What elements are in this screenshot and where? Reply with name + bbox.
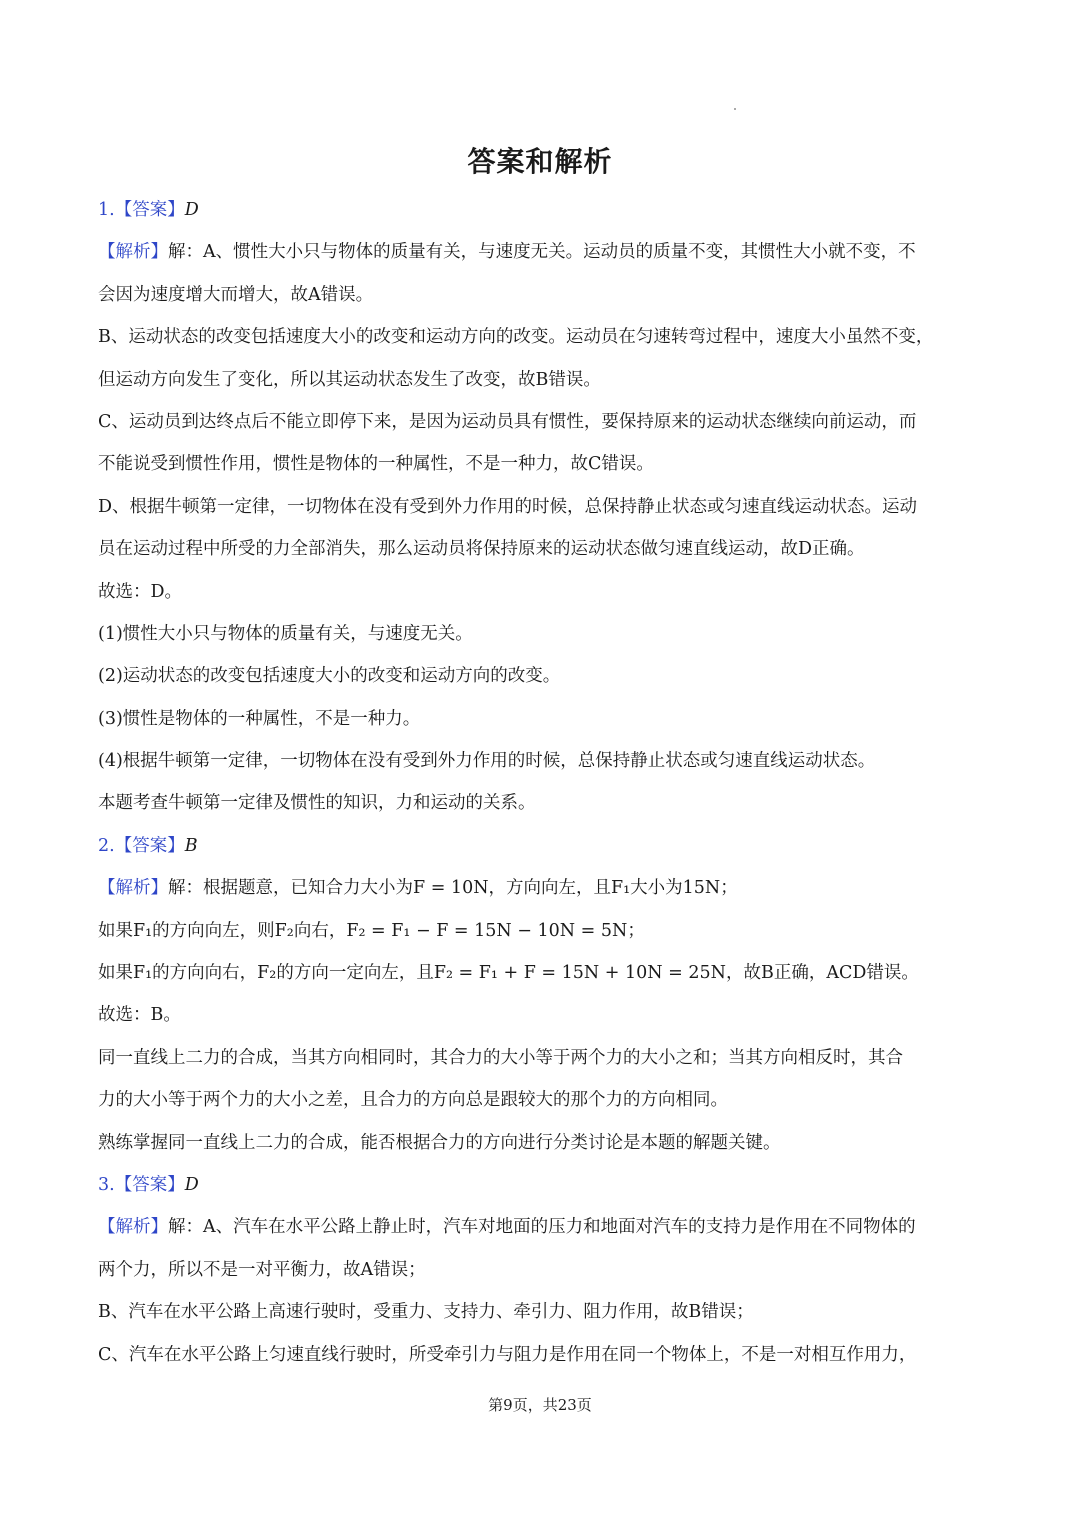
line-text: 解：A、惯性大小只与物体的质量有关，与速度无关。运动员的质量不变，其惯性大小就不变，不: [168, 242, 916, 263]
line-text: D: [184, 200, 199, 220]
text-line: [98, 952, 988, 994]
line-text: (1)惯性大小只与物体的质量有关，与速度无关。: [98, 623, 473, 644]
text-line: [98, 359, 988, 401]
text-line: [98, 782, 988, 824]
section-label: 【解析】: [98, 242, 168, 263]
line-text: B、汽车在水平公路上高速行驶时，受重力、支持力、牵引力、阻力作用，故B错误；: [98, 1302, 754, 1323]
line-text: 但运动方向发生了变化，所以其运动状态发生了改变，故B错误。: [98, 369, 601, 390]
line-text: 本题考查牛顿第一定律及惯性的知识，力和运动的关系。: [98, 793, 536, 814]
line-text: 解：根据题意，已知合力大小为F = 10N，方向向左，且F₁大小为15N；: [168, 878, 738, 899]
line-text: 力的大小等于两个力的大小之差，且合力的方向总是跟较大的那个力的方向相同。: [98, 1090, 728, 1111]
page-title: 答案和解析: [467, 145, 613, 178]
text-line: [98, 486, 988, 528]
line-text: (2)运动状态的改变包括速度大小的改变和运动方向的改变。: [98, 666, 561, 687]
text-line: [98, 571, 988, 613]
line-text: D、根据牛顿第一定律，一切物体在没有受到外力作用的时候，总保持静止状态或匀速直线运动状态。运动: [98, 496, 918, 517]
text-line: [98, 1122, 988, 1164]
line-text: 员在运动过程中所受的力全部消失，那么运动员将保持原来的运动状态做匀速直线运动，故D正确。: [98, 539, 865, 560]
line-text: C、运动员到达终点后不能立即停下来，是因为运动员具有惯性，要保持原来的运动状态继续向前运动，而: [98, 411, 917, 432]
text-line: [98, 1206, 988, 1248]
line-text: B、运动状态的改变包括速度大小的改变和运动方向的改变。运动员在匀速转弯过程中，速度大小虽然不变，: [98, 327, 934, 348]
text-line: [98, 698, 988, 740]
text-line: [98, 316, 988, 358]
text-line: [98, 274, 988, 316]
page-footer: 第9页，共23页: [488, 1396, 592, 1414]
line-text: 故选：B。: [98, 1005, 181, 1026]
line-text: 解：A、汽车在水平公路上静止时，汽车对地面的压力和地面对汽车的支持力是作用在不同物体的: [168, 1217, 916, 1238]
scan-dot: [734, 108, 736, 110]
text-line: [98, 231, 988, 273]
text-line: [98, 1291, 988, 1333]
section-label: 2.【答案】: [98, 835, 185, 856]
line-text: 如果F₁的方向向左，则F₂向右，F₂ = F₁ − F = 15N − 10N = 5N；: [98, 920, 645, 941]
text-line: [98, 613, 988, 655]
line-text: (3)惯性是物体的一种属性，不是一种力。: [98, 708, 421, 729]
section-label: 3.【答案】: [98, 1174, 185, 1195]
line-text: 熟练掌握同一直线上二力的合成，能否根据合力的方向进行分类讨论是本题的解题关键。: [98, 1132, 781, 1153]
text-line: [98, 1164, 988, 1206]
text-line: [98, 867, 988, 909]
line-text: C、汽车在水平公路上匀速直线行驶时，所受牵引力与阻力是作用在同一个物体上，不是一对相互作用力，: [98, 1344, 917, 1365]
line-text: D: [184, 1174, 199, 1195]
text-line: [98, 825, 988, 867]
section-label: 【解析】: [98, 1217, 168, 1238]
line-text: 不能说受到惯性作用，惯性是物体的一种属性，不是一种力，故C错误。: [98, 454, 654, 475]
text-line: [98, 401, 988, 443]
text-line: [98, 1079, 988, 1121]
text-line: [98, 1037, 988, 1079]
line-text: 会因为速度增大而增大，故A错误。: [98, 284, 374, 305]
line-text: 两个力，所以不是一对平衡力，故A错误；: [98, 1259, 426, 1280]
section-label: 【解析】: [98, 878, 168, 899]
text-line: [98, 528, 988, 570]
text-line: [98, 910, 988, 952]
text-line: [98, 740, 988, 782]
text-line: [98, 994, 988, 1036]
line-text: B: [184, 835, 198, 856]
text-line: [98, 443, 988, 485]
text-line: [98, 189, 988, 231]
text-line: [98, 655, 988, 697]
line-text: 同一直线上二力的合成，当其方向相同时，其合力的大小等于两个力的大小之和；当其方向相反时，其合: [98, 1047, 903, 1068]
answer-content: [98, 189, 988, 1376]
line-text: (4)根据牛顿第一定律，一切物体在没有受到外力作用的时候，总保持静止状态或匀速直线运动状态。: [98, 751, 876, 772]
line-text: 故选：D。: [98, 581, 183, 602]
text-line: [98, 1249, 988, 1291]
section-label: 1.【答案】: [98, 200, 185, 220]
text-line: [98, 1334, 988, 1376]
line-text: 如果F₁的方向向右，F₂的方向一定向左，且F₂ = F₁ + F = 15N + 10N = 25N，故B正确，ACD错误。: [98, 963, 919, 984]
